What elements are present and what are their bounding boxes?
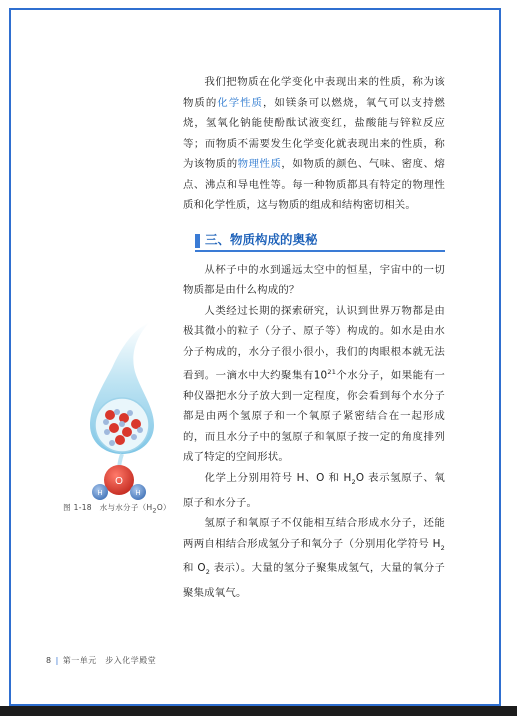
water-molecule-model — [92, 465, 146, 500]
chapter-name: 第一单元 步入化学殿堂 — [62, 656, 157, 665]
term-chemical-property: 化学性质 — [217, 96, 263, 109]
bottom-bar — [0, 706, 517, 716]
figure-caption: 图 1-18 水与水分子$(H_2O)$ — [63, 503, 171, 515]
hydrogen-label-right: H — [135, 490, 141, 497]
page-footer — [46, 655, 156, 666]
section-title: 三、物质构成的奥秘 — [205, 231, 318, 247]
oxygen-label: O — [115, 476, 123, 487]
heading-underline — [195, 250, 445, 252]
paragraph-properties: 我们把物质在化学变化中表现出来的性质，称为该物质的化学性质，如镁条可以燃烧，氧气可以支持燃烧，氢氧化钠能使酚酞试液变红，盐酸能与锌粒反应等；而物质不需要发生化学变化就表现出来的性质，称为该物质的物理性质，如物质的颜色、气味、密度、熔点、沸点和导电性等。每一种物质都具有特定的物理性质和化学性质，这与物质的组成和结构密切相关。 — [183, 76, 446, 211]
paragraph-symbols: 化学上分别用符号 H、O 和 $H_2O$ 表示氢原子、氧原子和水分子。 — [183, 471, 445, 509]
heading-marker — [195, 234, 200, 248]
term-physical-property: 物理性质 — [237, 158, 282, 170]
paragraph-question: 从杯子中的水到遥远太空中的恒星，宇宙中的一切物质都是由什么构成的？ — [183, 263, 445, 296]
water-drop-svg — [62, 320, 182, 510]
section-heading — [183, 226, 445, 254]
page-number: 8 — [46, 656, 52, 665]
water-molecule-illustration — [62, 320, 182, 510]
paragraph-molecules: 氢原子和氧原子不仅能相互结合形成水分子，还能两两自相结合形成氢分子和氧分子（分别用化学符号 $H_2$ 和 $O_2$ 表示）。大量的氢分子聚集成氢气，大量的氧分子聚集成氧气。 — [183, 517, 445, 599]
hydrogen-label-left: H — [97, 490, 103, 497]
paragraph-particles: 人类经过长期的探索研究，认识到世界万物都是由极其微小的粒子（分子、原子等）构成的。如水是由水分子构成的，水分子很小很小，我们的肉眼根本就无法看到。一滴水中大约聚集有$10^{21}$个水分子，如果能有一种仪器把水分子放大到一定程度，你会看到每个水分子都是由两个氢原子和一个氧原子紧密结合在一起形成的，而且水分子中的氢原子和氧原子按一定的角度排列成了特定的空间形状。 — [183, 304, 445, 464]
main-text — [183, 72, 445, 603]
footer-separator: | — [55, 656, 59, 665]
